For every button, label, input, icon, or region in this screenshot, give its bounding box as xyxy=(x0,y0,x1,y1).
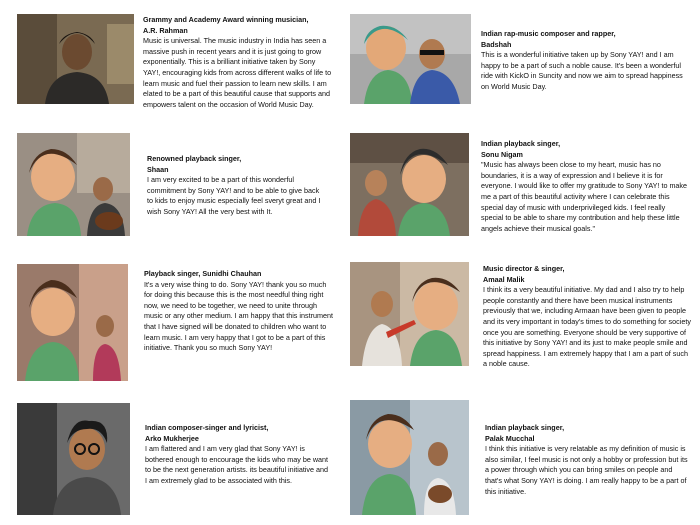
quote-name: Amaal Malik xyxy=(483,274,525,284)
quote-text: "Music has always been close to my heart, music has no boundaries, it is a way of expression and I believe it is for everyone. I would like to offer my gratitude to Sony YAY! to make me a part of this beautiful activity where I can celebrate this special day of music with underprivileged kids. I feel really special to be able to share my contribution and help these little angels achieve their musical goals." xyxy=(481,160,688,233)
quote-name: Shaan xyxy=(147,164,169,174)
quote-name: Arko Mukherjee xyxy=(145,433,199,443)
photo-shaan xyxy=(17,133,130,236)
photo-arko-mukherjee xyxy=(17,403,130,515)
photo-palak-mucchal xyxy=(350,400,469,515)
quote-title: Grammy and Academy Award winning musician, xyxy=(143,15,309,24)
quote-name: Palak Mucchal xyxy=(485,433,535,443)
quote-title: Indian playback singer, xyxy=(485,423,565,432)
quote-text: This is a wonderful initiative taken up by Sony YAY! and I am happy to be a part of such a noble cause. It's been a wonderful ride with KickO in Suncity and now we aim to spread happiness on World Music Day. xyxy=(481,50,683,91)
quote-text: I think its a very beautiful initiative. My dad and I also try to help people constantly and there have been musical instruments previously that we, including Armaan have been given to people and its very important in today's times to do something for society once you are something. Everyone should be very supportive of this initiative by Sony YAY! and its just to make people smile and spread happiness. I am extremely happy that I am a part of such a noble cause. xyxy=(483,285,691,369)
quote-name: A.R. Rahman xyxy=(143,25,188,35)
quote-title: Playback singer, Sunidhi Chauhan xyxy=(144,269,262,278)
quote-text: I am flattered and I am very glad that Sony YAY! is bothered enough to encourage the kids who may be want to be the next generation artists. its beautiful initiative and I am extremely glad to be associated with this. xyxy=(145,444,329,485)
quote-title: Music director & singer, xyxy=(483,264,565,273)
quote-title: Indian playback singer, xyxy=(481,139,561,148)
quote-title: Renowned playback singer, xyxy=(147,154,242,163)
photo-ar-rahman xyxy=(17,14,134,104)
quote-text: It's a very wise thing to do. Sony YAY! thank you so much for doing this because this is the most needful thing right now, we need to be together, we need to unite through music or any other medium. I am happy that this instrument that I have signed will be donated to children who want to learn music. I am very happy that I got to be a part of this initiative. Thank you so much Sony YAY! xyxy=(144,279,333,353)
quote-title: Indian composer-singer and lyricist, xyxy=(145,423,269,432)
photo-badshah xyxy=(350,14,471,104)
quote-text: I am very excited to be a part of this wonderful commitment by Sony YAY! and to be able to give back to kids to enjoy music especially feel sveryt great and I wish Sony YAY! All the very best with It. xyxy=(147,175,321,216)
quote-name: Sonu Nigam xyxy=(481,149,523,159)
quote-text: I think this initiative is very relatable as my definition of music is also similar, I feel music is not only a hobby or profession but its a power through which you can bring smiles on people and that's what Sony YAY! is doing. I am really happy to be a part of this initiative. xyxy=(485,444,688,496)
quote-name: Badshah xyxy=(481,39,512,49)
quote-text: Music is universal. The music industry in India has seen a massive push in recent years and it is just going to grow exponentially. This is a brilliant initiative taken by Sony YAY!, encouraging kids from across different walks of life to learn music and fuel their passion to learn new skills. I am elated to be a part of this beautiful cause that supports and empowers talent on the occasion of World Music Day. xyxy=(143,36,332,109)
photo-sunidhi-chauhan xyxy=(17,264,128,381)
photo-sonu-nigam xyxy=(350,133,469,236)
quote-title: Indian rap-music composer and rapper, xyxy=(481,29,616,38)
photo-amaal-malik xyxy=(350,262,469,366)
